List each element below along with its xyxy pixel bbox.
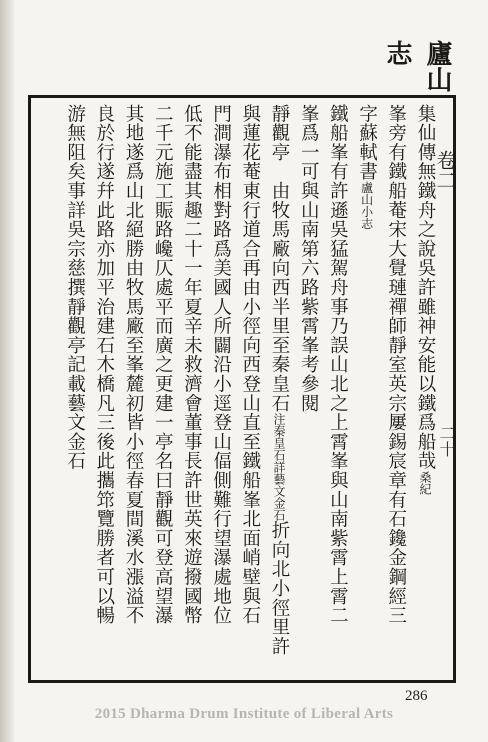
leaf-number: 二十 (437, 425, 456, 457)
watermark: 2015 Dharma Drum Institute of Liberal Arts (94, 706, 394, 722)
column-text: 鐵船峯有許遜吳猛駕舟事乃誤山北之上霄峯與山南紫霄上霄二 (327, 104, 349, 626)
running-title: 廬山志 (382, 40, 452, 92)
column-text: 良於行遂幷此路亦加平治建石木橋凡三後此攜筇覽勝者可以暢 (93, 104, 115, 626)
text-column (178, 104, 204, 678)
column-text: 低不能盡其趣二十一年夏辛未救濟會董事長許世英來遊撥國幣 (181, 104, 203, 626)
annotation-note: 盧山小志 (359, 181, 374, 230)
text-column (412, 104, 438, 678)
binding-shadow (0, 0, 14, 742)
text-column (62, 104, 88, 678)
text-column (208, 104, 234, 678)
column-text: 二千元施工賑路巉仄處平而廣之更建一亭名曰靜觀可登高望瀑 (152, 104, 174, 626)
text-column (324, 104, 350, 678)
text-column (91, 104, 117, 678)
column-text: 其地遂爲山北絕勝由牧馬廠至峯麓初皆小徑春夏間溪水漲溢不 (123, 104, 144, 626)
volume-label: 卷二 (433, 150, 457, 190)
text-column (237, 104, 263, 678)
text-column (295, 104, 321, 678)
column-text-tail: 折向北小徑里許 (269, 520, 290, 656)
column-text: 門澗瀑布相對路爲美國人所闢沿小逕登山偪側難行望瀑處地位 (210, 104, 232, 626)
annotation-note: 桑紀 (418, 470, 432, 495)
column-text: 峯爲一可與山南第六路紫霄峯考參閱 (298, 104, 320, 413)
column-text: 峯旁有鐵船菴宋大覺璉禪師靜室英宗屢錫宸章有石鑱金鋼經三 (385, 104, 407, 626)
page-number: 286 (405, 688, 428, 704)
annotation-note: 注秦皇石詳藝文金石 (272, 412, 286, 521)
text-column (266, 104, 292, 678)
column-text: 字蘇軾書 (356, 104, 378, 182)
text-column (120, 104, 146, 678)
text-column (149, 104, 175, 678)
column-text: 游無阻矣事詳吳宗慈撰靜觀亭記載藝文金石 (64, 104, 86, 471)
column-text: 靜觀亭 由牧馬廠向西半里至秦皇石 (269, 104, 290, 413)
text-column (383, 104, 409, 678)
column-text: 與蓮花菴東行道合再由小徑向西登山直至鐵船峯北面峭壁與石 (239, 104, 261, 626)
text-column (354, 104, 380, 678)
column-text: 集仙傳無鐵舟之說吳許雖神安能以鐵爲船哉 (415, 104, 436, 471)
